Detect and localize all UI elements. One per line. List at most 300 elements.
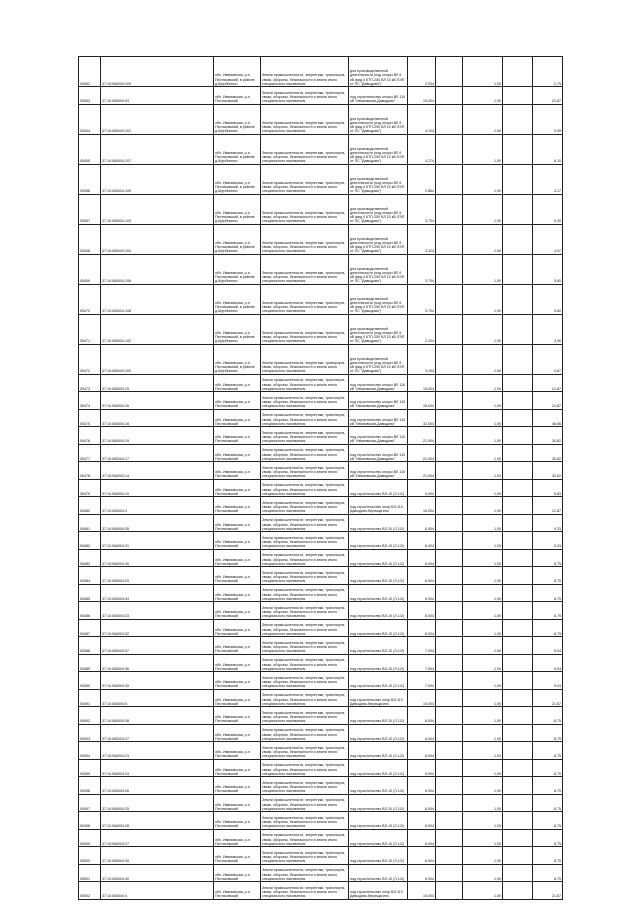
- area-cell: [408, 707, 436, 725]
- area-value: 15,00: [423, 894, 432, 899]
- address-cell: обл. Ивановская, р-н Пестяковский: [214, 549, 261, 567]
- area-value: 6,00: [425, 841, 432, 846]
- row-number-cell: 05490: [79, 672, 101, 690]
- group-value: 4: [432, 859, 434, 864]
- empty-cell: [503, 672, 533, 690]
- value-cell: 21,87: [533, 87, 563, 105]
- cadastral-number-cell: 37:10:084004:24: [101, 759, 214, 777]
- table-row: [79, 672, 563, 690]
- area-cell: [408, 57, 436, 87]
- row-number-cell: 05487: [79, 619, 101, 637]
- permitted-use-cell: под строительство ВЛ-10 (Л-1/2): [349, 637, 408, 655]
- permitted-use-cell: для производственной деятельности (под опоры ВЛ 6 кВ фид.4 КТП-250 ВЛ 10 кВ ЛЭП от ПС "Давыдово"): [349, 194, 408, 224]
- group-value: 4: [432, 129, 434, 134]
- coefficient-cell: 1,00: [463, 794, 503, 812]
- value-cell: 30,62: [533, 462, 563, 480]
- land-category-cell: Земли промышленности, энергетики, транспорта, связи, обороны, безопасности и земли иного специального назначения: [261, 392, 349, 410]
- empty-cell: [503, 284, 533, 314]
- empty-cell: [503, 602, 533, 620]
- area-value: 6,00: [425, 876, 432, 881]
- row-number-cell: 05455: [79, 134, 101, 164]
- table-row: [79, 724, 563, 742]
- area-value: 15,00: [423, 386, 432, 391]
- address-cell: обл. Ивановская, р-н Пестяковский: [214, 637, 261, 655]
- empty-cell: [436, 444, 463, 462]
- permitted-use-cell: под строительство ВЛ-10 (Л-1/2): [349, 654, 408, 672]
- table-row: [79, 254, 563, 284]
- permitted-use-cell: для производственной деятельности (под опоры ВЛ 6 кВ фид.4 КТП-250 ВЛ 10 кВ ЛЭП от ПС "Давыдово"): [349, 314, 408, 344]
- table-row: [79, 104, 563, 134]
- area-cell: [408, 514, 436, 532]
- cadastral-number-cell: 37:10:084004:27: [101, 829, 214, 847]
- permitted-use-cell: для производственной деятельности (под опоры ВЛ 6 кВ фид.4 КТП-250 ВЛ 10 кВ ЛЭП от ПС "Давыдово"): [349, 57, 408, 87]
- permitted-use-cell: под строительство ВЛ-10 (Л-1/2): [349, 864, 408, 882]
- area-value: 6,00: [425, 631, 432, 636]
- row-number-cell: 05488: [79, 637, 101, 655]
- area-value: 6,00: [425, 579, 432, 584]
- address-cell: обл. Ивановская, р-н Пестяковский, в районе д.Щербинино: [214, 164, 261, 194]
- row-number-cell: 05494: [79, 742, 101, 760]
- empty-cell: [436, 584, 463, 602]
- address-cell: обл. Ивановская, р-н Пестяковский: [214, 444, 261, 462]
- value-cell: 4,17: [533, 164, 563, 194]
- table-row: [79, 847, 563, 865]
- address-cell: обл. Ивановская, р-н Пестяковский, в районе д.Щербинино: [214, 57, 261, 87]
- coefficient-cell: 1,00: [463, 654, 503, 672]
- area-value: 15,00: [423, 99, 432, 104]
- group-value: 4: [432, 159, 434, 164]
- group-value: 4: [432, 509, 434, 514]
- area-cell: [408, 479, 436, 497]
- land-category-cell: Земли промышленности, энергетики, транспорта, связи, обороны, безопасности и земли иного специального назначения: [261, 462, 349, 480]
- coefficient-cell: 1,00: [463, 194, 503, 224]
- cadastral-number-cell: 37:10:084004:3: [101, 497, 214, 515]
- empty-cell: [436, 224, 463, 254]
- group-value: 4: [432, 544, 434, 549]
- empty-cell: [436, 514, 463, 532]
- group-value: 4: [432, 579, 434, 584]
- coefficient-cell: 1,00: [463, 409, 503, 427]
- land-category-cell: Земли промышленности, энергетики, транспорта, связи, обороны, безопасности и земли иного специального назначения: [261, 689, 349, 707]
- row-number-cell: 05502: [79, 882, 101, 900]
- table-row: [79, 57, 563, 87]
- area-cell: [408, 637, 436, 655]
- permitted-use-cell: для производственной деятельности (под опоры ВЛ 6 кВ фид.4 КТП-250 ВЛ 10 кВ ЛЭП от ПС "Давыдово"): [349, 224, 408, 254]
- cadastral-number-cell: 37:10:084004:106: [101, 254, 214, 284]
- area-cell: [408, 444, 436, 462]
- coefficient-cell: 1,00: [463, 619, 503, 637]
- table-row: [79, 584, 563, 602]
- row-number-cell: 05479: [79, 479, 101, 497]
- table-row: [79, 392, 563, 410]
- empty-cell: [436, 742, 463, 760]
- row-number-cell: 05485: [79, 584, 101, 602]
- permitted-use-cell: под строительство опоры ВЛ 110 кВ "Ивановская-Давыдово": [349, 444, 408, 462]
- group-value: 4: [432, 649, 434, 654]
- row-number-cell: 05492: [79, 707, 101, 725]
- cadastral-number-cell: 37:10:084004:107: [101, 134, 214, 164]
- area-cell: [408, 864, 436, 882]
- empty-cell: [503, 689, 533, 707]
- address-cell: обл. Ивановская, р-н Пестяковский: [214, 847, 261, 865]
- row-number-cell: 05480: [79, 497, 101, 515]
- empty-cell: [436, 164, 463, 194]
- coefficient-cell: 1,00: [463, 672, 503, 690]
- address-cell: обл. Ивановская, р-н Пестяковский: [214, 794, 261, 812]
- land-category-cell: Земли промышленности, энергетики, транспорта, связи, обороны, безопасности и земли иного специального назначения: [261, 427, 349, 445]
- area-cell: [408, 134, 436, 164]
- area-value: 15,00: [423, 404, 432, 409]
- empty-cell: [436, 479, 463, 497]
- area-value: 2,00: [425, 81, 432, 86]
- row-number-cell: 05473: [79, 374, 101, 392]
- permitted-use-cell: под строительство ВЛ-10 (Л-1/2): [349, 584, 408, 602]
- empty-cell: [436, 567, 463, 585]
- value-cell: 5,60: [533, 284, 563, 314]
- row-number-cell: 05501: [79, 864, 101, 882]
- area-value: 6,40: [425, 526, 432, 531]
- address-cell: обл. Ивановская, р-н Пестяковский: [214, 87, 261, 105]
- area-value: 21,00: [423, 456, 432, 461]
- area-value: 2,86: [425, 189, 432, 194]
- empty-cell: [436, 427, 463, 445]
- land-category-cell: Земли промышленности, энергетики, транспорта, связи, обороны, безопасности и земли иного специального назначения: [261, 374, 349, 392]
- empty-cell: [503, 724, 533, 742]
- land-category-cell: Земли промышленности, энергетики, транспорта, связи, обороны, безопасности и земли иного специального назначения: [261, 742, 349, 760]
- area-value: 6,00: [425, 806, 432, 811]
- area-cell: [408, 584, 436, 602]
- cadastral-number-cell: 37:10:084004:39: [101, 672, 214, 690]
- area-value: 6,00: [425, 736, 432, 741]
- empty-cell: [436, 104, 463, 134]
- address-cell: обл. Ивановская, р-н Пестяковский: [214, 619, 261, 637]
- permitted-use-cell: под строительство опоры ВЛ 110 кВ "Ивановская-Давыдово": [349, 462, 408, 480]
- empty-cell: [503, 409, 533, 427]
- value-cell: 21,87: [533, 882, 563, 900]
- table-row: [79, 829, 563, 847]
- row-number-cell: 05496: [79, 777, 101, 795]
- table-row: [79, 549, 563, 567]
- land-category-cell: Земли промышленности, энергетики, транспорта, связи, обороны, безопасности и земли иного специального назначения: [261, 479, 349, 497]
- table-row: [79, 794, 563, 812]
- permitted-use-cell: под строительство опор ВЛ-110 Давыдово-Верещагино: [349, 497, 408, 515]
- cadastral-number-cell: 37:10:084004:19: [101, 427, 214, 445]
- area-value: 21,00: [423, 474, 432, 479]
- address-cell: обл. Ивановская, р-н Пестяковский: [214, 672, 261, 690]
- address-cell: обл. Ивановская, р-н Пестяковский: [214, 392, 261, 410]
- value-cell: 9,04: [533, 672, 563, 690]
- empty-cell: [436, 864, 463, 882]
- cadastral-number-cell: 37:10:084004:100: [101, 344, 214, 374]
- cadastral-number-cell: 37:10:084004:40: [101, 864, 214, 882]
- permitted-use-cell: под строительство ВЛ-10 (Л-1/2): [349, 514, 408, 532]
- table-row: [79, 497, 563, 515]
- permitted-use-cell: под строительство ВЛ-10 (Л-1/2): [349, 794, 408, 812]
- table-row: [79, 777, 563, 795]
- land-category-cell: Земли промышленности, энергетики, транspорта, связи, обороны, безопасности и земли иного специального назначения: [261, 344, 349, 374]
- permitted-use-cell: для производственной деятельности (под опоры ВЛ 6 кВ фид.4 КТП-250 ВЛ 10 кВ ЛЭП от ПС "Давыдово"): [349, 164, 408, 194]
- permitted-use-cell: под строительство ВЛ-10 (Л-1/2): [349, 602, 408, 620]
- permitted-use-cell: под строительство ВЛ-10 (Л-1/2): [349, 549, 408, 567]
- cadastral-number-cell: 37:10:084004:33: [101, 602, 214, 620]
- table-row: [79, 567, 563, 585]
- group-value: 4: [432, 701, 434, 706]
- cadastral-number-cell: 37:10:084004:29: [101, 567, 214, 585]
- empty-cell: [436, 619, 463, 637]
- area-value: 15,00: [423, 701, 432, 706]
- coefficient-cell: 1,00: [463, 344, 503, 374]
- empty-cell: [503, 164, 533, 194]
- empty-cell: [503, 444, 533, 462]
- coefficient-cell: 1,00: [463, 864, 503, 882]
- area-value: 6,00: [425, 789, 432, 794]
- address-cell: обл. Ивановская, р-н Пестяковский: [214, 724, 261, 742]
- cadastral-number-cell: 37:10:084004:38: [101, 707, 214, 725]
- empty-cell: [503, 882, 533, 900]
- address-cell: обл. Ивановская, р-н Пестяковский: [214, 514, 261, 532]
- row-number-cell: 05491: [79, 689, 101, 707]
- address-cell: обл. Ивановская, р-н Пестяковский: [214, 602, 261, 620]
- land-category-cell: Земли промышленности, энергетики, транспорта, связи, обороны, безопасности и земли иного специального назначения: [261, 812, 349, 830]
- land-category-cell: Земли промышленности, энергетики, транспорта, связи, обороны, безопасности и земли иного специального назначения: [261, 724, 349, 742]
- row-number-cell: 05458: [79, 224, 101, 254]
- value-cell: 4,97: [533, 224, 563, 254]
- permitted-use-cell: под строительство ВЛ-10 (Л-1/2): [349, 812, 408, 830]
- value-cell: 3,06: [533, 314, 563, 344]
- address-cell: обл. Ивановская, р-н Пестяковский: [214, 812, 261, 830]
- area-cell: [408, 194, 436, 224]
- group-value: 4: [432, 249, 434, 254]
- land-category-cell: Земли промышленности, энергетики, транспорта, связи, обороны, безопасности и земли иного специального назначения: [261, 224, 349, 254]
- cadastral-number-cell: 37:10:084004:105: [101, 164, 214, 194]
- empty-cell: [503, 134, 533, 164]
- land-category-cell: Земли промышленности, энергетики, транспорта, связи, обороны, безопасности и земли иного специального назначения: [261, 409, 349, 427]
- table-row: [79, 514, 563, 532]
- group-value: 4: [432, 219, 434, 224]
- permitted-use-cell: под строительство ВЛ-10 (Л-1/2): [349, 619, 408, 637]
- cadastral-number-cell: 37:10:084004:4: [101, 882, 214, 900]
- empty-cell: [436, 724, 463, 742]
- area-value: 6,00: [425, 719, 432, 724]
- address-cell: обл. Ивановская, р-н Пестяковский: [214, 532, 261, 550]
- area-cell: [408, 427, 436, 445]
- value-cell: 5,95: [533, 104, 563, 134]
- address-cell: обл. Ивановская, р-н Пестяковский, в районе д.Щербинино: [214, 224, 261, 254]
- group-value: 4: [432, 386, 434, 391]
- area-cell: [408, 567, 436, 585]
- table-row: [79, 479, 563, 497]
- value-cell: 8,75: [533, 567, 563, 585]
- value-cell: 5,83: [533, 479, 563, 497]
- empty-cell: [436, 707, 463, 725]
- value-cell: 4,67: [533, 344, 563, 374]
- area-value: 7,00: [425, 684, 432, 689]
- coefficient-cell: 1,00: [463, 847, 503, 865]
- empty-cell: [436, 672, 463, 690]
- land-category-cell: Земли промышленности, энергетики, транспорта, связи, обороны, безопасности и земли иного специального назначения: [261, 254, 349, 284]
- area-value: 4,27: [425, 159, 432, 164]
- empty-cell: [436, 654, 463, 672]
- table-row: [79, 637, 563, 655]
- land-category-cell: Земли промышленности, энергетики, транспорта, связи, обороны, безопасности и земли иного специального назначения: [261, 584, 349, 602]
- coefficient-cell: 1,00: [463, 392, 503, 410]
- empty-cell: [436, 794, 463, 812]
- coefficient-cell: 1,00: [463, 314, 503, 344]
- permitted-use-cell: под строительство ВЛ-10 (Л-1/2): [349, 777, 408, 795]
- group-value: 4: [432, 666, 434, 671]
- land-category-cell: Земли промышленности, энергетики, транспорта, связи, обороны, безопасности и земли иного специального назначения: [261, 284, 349, 314]
- group-value: 4: [432, 339, 434, 344]
- value-cell: 5,39: [533, 194, 563, 224]
- area-cell: [408, 462, 436, 480]
- coefficient-cell: 1,00: [463, 812, 503, 830]
- row-number-cell: 05500: [79, 847, 101, 865]
- cadastral-number-cell: 37:10:084004:10: [101, 479, 214, 497]
- address-cell: обл. Ивановская, р-н Пестяковский: [214, 759, 261, 777]
- row-number-cell: 05472: [79, 344, 101, 374]
- area-value: 6,00: [425, 614, 432, 619]
- cadastral-number-cell: 37:10:084004:15: [101, 374, 214, 392]
- area-value: 15,00: [423, 509, 432, 514]
- empty-cell: [436, 602, 463, 620]
- value-cell: 8,75: [533, 829, 563, 847]
- row-number-cell: 05470: [79, 284, 101, 314]
- empty-cell: [436, 254, 463, 284]
- table-row: [79, 427, 563, 445]
- address-cell: обл. Ивановская, р-н Пестяковский: [214, 689, 261, 707]
- empty-cell: [436, 374, 463, 392]
- coefficient-cell: 1,00: [463, 479, 503, 497]
- area-value: 3,70: [425, 309, 432, 314]
- cadastral-number-cell: 37:10:084004:108: [101, 284, 214, 314]
- row-number-cell: 05475: [79, 409, 101, 427]
- area-cell: [408, 549, 436, 567]
- row-number-cell: 05482: [79, 532, 101, 550]
- area-value: 6,00: [425, 596, 432, 601]
- row-number-cell: 05497: [79, 794, 101, 812]
- area-value: 6,00: [425, 561, 432, 566]
- area-cell: [408, 284, 436, 314]
- cadastral-number-cell: 37:10:084004:14: [101, 462, 214, 480]
- land-category-cell: Земли промышленности, энергетики, транспорта, связи, обороны, безопасности и земли иного специального назначения: [261, 882, 349, 900]
- area-cell: [408, 374, 436, 392]
- area-value: 32,00: [423, 421, 432, 426]
- row-number-cell: 05471: [79, 314, 101, 344]
- area-cell: [408, 409, 436, 427]
- permitted-use-cell: под строительство ВЛ-10 (Л-1/2): [349, 672, 408, 690]
- land-category-cell: Земли промышленности, энергетики, транспорта, связи, обороны, безопасности и земли иного специального назначения: [261, 777, 349, 795]
- empty-cell: [503, 567, 533, 585]
- cadastral-number-cell: 37:10:084004:5: [101, 689, 214, 707]
- parcel-table: [78, 56, 563, 900]
- group-value: 4: [432, 894, 434, 899]
- cadastral-number-cell: 37:10:084004:104: [101, 224, 214, 254]
- permitted-use-cell: под строительство опор ВЛ-110 Давыдово-Верещагино: [349, 689, 408, 707]
- group-value: 4: [432, 876, 434, 881]
- table-row: [79, 619, 563, 637]
- value-cell: 8,75: [533, 794, 563, 812]
- cadastral-number-cell: 37:10:084004:27: [101, 724, 214, 742]
- empty-cell: [436, 344, 463, 374]
- land-category-cell: Земли промышленности, энергетики, транспорта, связи, обороны, безопасности и земли иного специального назначения: [261, 567, 349, 585]
- permitted-use-cell: под строительство ВЛ-10 (Л-1/2): [349, 724, 408, 742]
- value-cell: 6,10: [533, 134, 563, 164]
- value-cell: 8,75: [533, 619, 563, 637]
- permitted-use-cell: под строительство опоры ВЛ 110 кВ "Ивановская-Давыдово": [349, 427, 408, 445]
- permitted-use-cell: под строительство ВЛ-10 (Л-1/2): [349, 742, 408, 760]
- coefficient-cell: 1,00: [463, 134, 503, 164]
- table-row: [79, 759, 563, 777]
- land-category-cell: Земли промышленности, энергетики, транспорта, связи, обороны, безопасности и земли иного специального назначения: [261, 514, 349, 532]
- area-value: 21,00: [423, 439, 432, 444]
- land-category-cell: Земли промышленности, энергетики, транспорта, связи, обороны, безопасности и земли иного специального назначения: [261, 87, 349, 105]
- coefficient-cell: 1,00: [463, 707, 503, 725]
- row-number-cell: 05486: [79, 602, 101, 620]
- table-row: [79, 882, 563, 900]
- empty-cell: [503, 194, 533, 224]
- address-cell: обл. Ивановская, р-н Пестяковский, в районе д.Щербинино: [214, 254, 261, 284]
- empty-cell: [503, 254, 533, 284]
- table-row: [79, 134, 563, 164]
- value-cell: 9,33: [533, 514, 563, 532]
- area-cell: [408, 254, 436, 284]
- cadastral-number-cell: 37:10:084004:23: [101, 742, 214, 760]
- coefficient-cell: 1,00: [463, 549, 503, 567]
- permitted-use-cell: для производственной деятельности (под опоры ВЛ 6 кВ фид.4 КТП-250 ВЛ 10 кВ ЛЭП от ПС "Давыдово"): [349, 254, 408, 284]
- address-cell: обл. Ивановская, р-н Пестяковский, в районе д.Щербинино: [214, 344, 261, 374]
- cadastral-number-cell: 37:10:084004:28: [101, 812, 214, 830]
- empty-cell: [503, 427, 533, 445]
- group-value: 4: [432, 99, 434, 104]
- empty-cell: [503, 497, 533, 515]
- area-value: 7,00: [425, 666, 432, 671]
- table-row: [79, 164, 563, 194]
- area-cell: [408, 314, 436, 344]
- area-cell: [408, 882, 436, 900]
- area-cell: [408, 104, 436, 134]
- empty-cell: [436, 847, 463, 865]
- permitted-use-cell: под строительство опор ВЛ-110 Давыдово-Верещагино: [349, 882, 408, 900]
- address-cell: обл. Ивановская, р-н Пестяковский: [214, 882, 261, 900]
- land-category-cell: Земли промышленности, энергетики, транспорта, связи, обороны, безопасности и земли иного специального назначения: [261, 549, 349, 567]
- group-value: 4: [432, 824, 434, 829]
- permitted-use-cell: под строительство ВЛ-10 (Л-1/2): [349, 847, 408, 865]
- row-number-cell: 05477: [79, 444, 101, 462]
- address-cell: обл. Ивановская, р-н Пестяковский: [214, 567, 261, 585]
- group-value: 4: [432, 596, 434, 601]
- land-category-cell: Земли промышленности, энергетики, транспорта, связи, обороны, безопасности и земли иного специального назначения: [261, 444, 349, 462]
- area-value: 3,15: [425, 369, 432, 374]
- row-number-cell: 05489: [79, 654, 101, 672]
- empty-cell: [503, 462, 533, 480]
- land-category-cell: Земли промышленности, энергетики, транспорта, связи, обороны, безопасности и земли иного специального назначения: [261, 707, 349, 725]
- area-value: 6,00: [425, 754, 432, 759]
- group-value: 4: [432, 81, 434, 86]
- value-cell: 8,75: [533, 759, 563, 777]
- empty-cell: [436, 409, 463, 427]
- empty-cell: [436, 462, 463, 480]
- value-cell: 9,04: [533, 637, 563, 655]
- empty-cell: [503, 532, 533, 550]
- coefficient-cell: 1,00: [463, 724, 503, 742]
- cadastral-number-cell: 37:10:084004:109: [101, 57, 214, 87]
- empty-cell: [503, 479, 533, 497]
- permitted-use-cell: для производственной деятельности (под опоры ВЛ 6 кВ фид.4 КТП-250 ВЛ 10 кВ ЛЭП от ПС "Давыдово"): [349, 134, 408, 164]
- empty-cell: [503, 829, 533, 847]
- area-value: 6,00: [425, 859, 432, 864]
- group-value: 4: [432, 369, 434, 374]
- coefficient-cell: 1,00: [463, 254, 503, 284]
